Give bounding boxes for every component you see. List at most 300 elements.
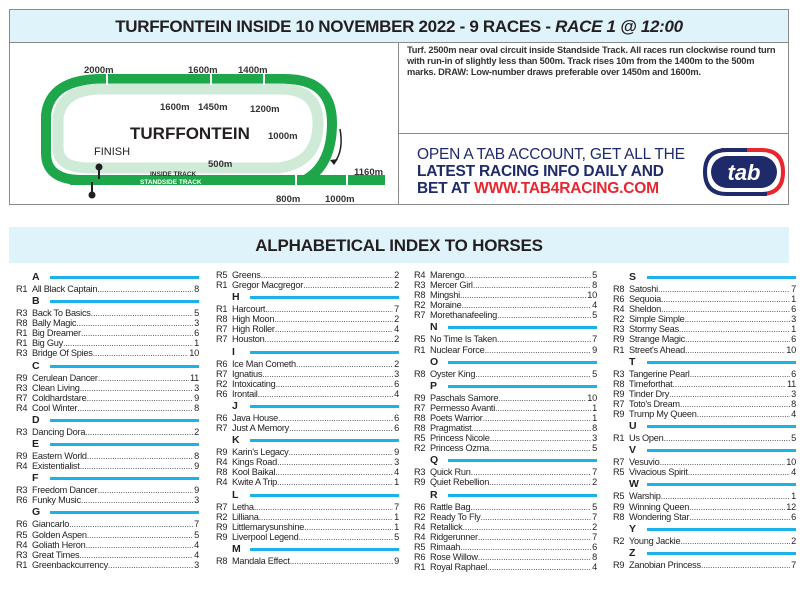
race-number: R9 xyxy=(216,447,228,458)
horse-name: Golden Aspen xyxy=(32,529,87,540)
horse-name: No Time Is Taken xyxy=(430,334,497,345)
leader-dots xyxy=(93,348,189,358)
horse-number: 5 xyxy=(394,531,399,542)
horse-name: Eastern World xyxy=(32,451,87,462)
horse-name: Gregor Macgregor xyxy=(232,280,304,291)
race-number: R5 xyxy=(414,541,426,552)
horse-number: 9 xyxy=(194,461,199,472)
horse-entry xyxy=(16,308,199,318)
horse-number: 4 xyxy=(394,467,399,478)
svg-text:1000m: 1000m xyxy=(268,131,298,142)
horse-name: Street's Ahead xyxy=(629,344,685,355)
leader-dots xyxy=(475,369,591,379)
horse-entry xyxy=(613,334,796,344)
horse-number: 7 xyxy=(791,284,796,294)
horse-entry xyxy=(414,562,597,572)
letter-heading xyxy=(16,472,199,485)
race-number: R1 xyxy=(216,280,228,291)
race-number: R1 xyxy=(613,344,625,355)
marker-2000m: 2000m xyxy=(84,65,114,76)
horse-number: 8 xyxy=(791,398,796,409)
horse-name: Big Guy xyxy=(32,338,63,349)
letter-label: P xyxy=(430,379,438,392)
horse-entry xyxy=(216,512,399,522)
letter-divider xyxy=(250,494,399,497)
leader-dots xyxy=(661,491,791,501)
horse-number: 1 xyxy=(791,324,796,335)
horse-entry xyxy=(613,433,796,443)
horse-number: 4 xyxy=(791,409,796,420)
horse-entry xyxy=(414,532,597,542)
letter-heading xyxy=(414,356,597,369)
horse-entry xyxy=(216,359,399,369)
letter-label: Y xyxy=(629,522,637,535)
index-column-1 xyxy=(16,270,199,570)
horse-number: 2 xyxy=(394,314,399,325)
horse-name: Sequoia xyxy=(629,294,661,305)
letter-heading xyxy=(216,400,399,413)
race-number: R5 xyxy=(414,334,426,345)
index-title: ALPHABETICAL INDEX TO HORSES xyxy=(9,227,789,263)
leader-dots xyxy=(688,467,790,477)
horse-number: 2 xyxy=(592,521,597,532)
horse-entry xyxy=(613,512,796,522)
leader-dots xyxy=(265,304,393,314)
leader-dots xyxy=(471,467,591,477)
horse-name: Royal Raphael xyxy=(430,562,488,573)
leader-dots xyxy=(290,556,394,566)
horse-number: 6 xyxy=(394,378,399,389)
horse-name: Paschals Samore xyxy=(430,392,499,403)
leader-dots xyxy=(79,550,193,560)
horse-entry xyxy=(216,457,399,467)
ad-line-2: LATEST RACING INFO DAILY AND xyxy=(417,163,664,180)
leader-dots xyxy=(462,522,591,532)
horse-name: Vivacious Spirit xyxy=(629,467,688,478)
letter-label: B xyxy=(32,295,40,308)
race-number: R5 xyxy=(613,491,625,502)
horse-name: Ignatius xyxy=(232,368,263,379)
leader-dots xyxy=(460,542,591,552)
letter-divider xyxy=(647,361,796,364)
horse-entry xyxy=(216,314,399,324)
horse-entry xyxy=(613,399,796,409)
horse-name: Intoxicating xyxy=(232,378,276,389)
letter-label: Q xyxy=(430,454,439,467)
leader-dots xyxy=(680,399,790,409)
race-number: R2 xyxy=(216,378,228,389)
horse-entry xyxy=(16,373,199,383)
race-number: R8 xyxy=(16,318,28,329)
horse-entry xyxy=(414,334,597,344)
letter-label: O xyxy=(430,355,439,368)
leader-dots xyxy=(97,485,193,495)
horse-number: 11 xyxy=(189,372,199,383)
horse-entry xyxy=(414,290,597,300)
leader-dots xyxy=(278,413,393,423)
horse-entry xyxy=(613,536,796,546)
horse-entry xyxy=(613,502,796,512)
horse-name: Toto's Dream xyxy=(629,398,680,409)
horse-number: 3 xyxy=(194,495,199,506)
letter-heading xyxy=(414,489,597,502)
horse-number: 3 xyxy=(194,559,199,570)
horse-number: 8 xyxy=(194,284,199,294)
horse-number: 2 xyxy=(394,280,399,291)
horse-number: 1 xyxy=(194,338,199,349)
leader-dots xyxy=(497,310,591,320)
index-column-3 xyxy=(414,270,597,572)
race-number: R3 xyxy=(16,549,28,560)
horse-entry xyxy=(216,379,399,389)
horse-entry xyxy=(613,284,796,294)
horse-name: Dancing Dora xyxy=(32,426,86,437)
leader-dots xyxy=(259,512,394,522)
horse-name: Quick Run xyxy=(430,467,471,478)
svg-text:500m: 500m xyxy=(208,159,233,170)
track-map xyxy=(10,43,398,205)
letter-divider xyxy=(647,449,796,452)
horse-name: Coldhardstare xyxy=(32,392,87,403)
race-number: R9 xyxy=(216,531,228,542)
leader-dots xyxy=(275,324,393,334)
race-number: R9 xyxy=(613,501,625,512)
horse-name: Irontail xyxy=(232,388,258,399)
horse-number: 10 xyxy=(587,392,597,403)
horse-number: 5 xyxy=(592,270,597,280)
race-number: R7 xyxy=(414,310,426,321)
horse-number: 1 xyxy=(394,477,399,488)
title-race: RACE 1 @ 12:00 xyxy=(555,17,683,36)
leader-dots xyxy=(86,393,193,403)
tab-advert[interactable] xyxy=(399,133,789,205)
race-number: R4 xyxy=(613,304,625,315)
letter-heading xyxy=(613,547,796,560)
leader-dots xyxy=(672,379,786,389)
horse-name: Pragmatist xyxy=(430,423,472,434)
race-number: R5 xyxy=(613,467,625,478)
horse-entry xyxy=(613,467,796,477)
horse-entry xyxy=(16,485,199,495)
race-number: R5 xyxy=(216,270,228,280)
horse-number: 9 xyxy=(194,485,199,496)
horse-name: High Roller xyxy=(232,324,275,335)
leader-dots xyxy=(85,540,193,550)
race-number: R7 xyxy=(613,457,625,468)
leader-dots xyxy=(261,270,393,280)
horse-entry xyxy=(16,403,199,413)
horse-entry xyxy=(613,324,796,334)
horse-entry xyxy=(16,495,199,505)
horse-number: 7 xyxy=(592,511,597,522)
letter-label: H xyxy=(232,291,240,304)
race-number: R3 xyxy=(16,426,28,437)
letter-heading xyxy=(414,454,597,467)
letter-heading xyxy=(613,420,796,433)
page-title xyxy=(10,10,788,43)
horse-entry xyxy=(16,461,199,471)
horse-name: Littlemarysunshine xyxy=(232,521,305,532)
letter-divider xyxy=(50,477,199,480)
leader-dots xyxy=(461,300,591,310)
horse-name: Freedom Dancer xyxy=(32,485,98,496)
horse-name: Funky Music xyxy=(32,495,81,506)
horse-name: Oyster King xyxy=(430,368,476,379)
horse-name: Moraine xyxy=(430,300,462,311)
leader-dots xyxy=(296,359,393,369)
race-number: R6 xyxy=(414,501,426,512)
horse-number: 5 xyxy=(194,529,199,540)
leader-dots xyxy=(685,345,785,355)
letter-label: I xyxy=(232,345,235,358)
horse-entry xyxy=(16,451,199,461)
horse-number: 1 xyxy=(592,402,597,413)
svg-text:TURFFONTEIN: TURFFONTEIN xyxy=(130,124,250,143)
horse-name: Liverpool Legend xyxy=(232,531,299,542)
svg-text:FINISH: FINISH xyxy=(94,146,131,158)
letter-label: C xyxy=(32,359,40,372)
horse-number: 1 xyxy=(592,412,597,423)
horse-name: Tangerine Pearl xyxy=(629,368,690,379)
horse-entry xyxy=(414,512,597,522)
leader-dots xyxy=(661,304,790,314)
horse-name: Goliath Heron xyxy=(32,539,86,550)
race-number: R3 xyxy=(16,485,28,496)
letter-heading xyxy=(613,478,796,491)
horse-number: 6 xyxy=(394,423,399,434)
race-number: R2 xyxy=(414,300,426,311)
horse-number: 6 xyxy=(592,541,597,552)
horse-name: Vesuvio xyxy=(629,457,660,468)
leader-dots xyxy=(679,324,790,334)
race-number: R8 xyxy=(414,423,426,434)
horse-name: Greenbackcurrency xyxy=(32,559,108,570)
race-number: R1 xyxy=(16,338,28,349)
svg-text:1400m: 1400m xyxy=(238,65,268,76)
leader-dots xyxy=(289,423,393,433)
horse-entry xyxy=(414,423,597,433)
letter-divider xyxy=(647,425,796,428)
horse-name: High Moon xyxy=(232,314,275,325)
leader-dots xyxy=(484,345,591,355)
letter-heading xyxy=(216,489,399,502)
leader-dots xyxy=(277,457,393,467)
leader-dots xyxy=(80,461,194,471)
letter-label: R xyxy=(430,488,438,501)
horse-entry xyxy=(613,560,796,570)
race-number: R9 xyxy=(414,477,426,488)
leader-dots xyxy=(87,530,193,540)
race-number: R9 xyxy=(613,388,625,399)
horse-number: 6 xyxy=(194,328,199,339)
horse-number: 1 xyxy=(791,491,796,502)
leader-dots xyxy=(254,502,393,512)
horse-number: 7 xyxy=(791,559,796,570)
race-number: R8 xyxy=(216,555,228,566)
letter-label: U xyxy=(629,420,637,433)
horse-name: Tinder Dry xyxy=(629,388,670,399)
race-number: R2 xyxy=(613,314,625,325)
horse-number: 5 xyxy=(592,310,597,321)
horse-number: 6 xyxy=(791,511,796,522)
horse-entry xyxy=(613,457,796,467)
horse-name: Young Jackie xyxy=(629,535,681,546)
horse-entry xyxy=(414,345,597,355)
leader-dots xyxy=(697,409,790,419)
race-number: R7 xyxy=(414,402,426,413)
horse-entry xyxy=(216,280,399,290)
svg-text:1000m: 1000m xyxy=(325,194,355,205)
horse-number: 3 xyxy=(791,388,796,399)
horse-name: Us Open xyxy=(629,433,664,444)
horse-number: 10 xyxy=(786,344,796,355)
race-number: R8 xyxy=(613,511,625,522)
horse-number: 7 xyxy=(592,334,597,345)
letter-heading xyxy=(16,271,199,284)
race-number: R6 xyxy=(16,495,28,506)
horse-entry xyxy=(613,294,796,304)
race-number: R8 xyxy=(216,314,228,325)
letter-heading xyxy=(414,380,597,393)
ad-url-link[interactable]: WWW.TAB4RACING.COM xyxy=(474,180,659,197)
horse-number: 4 xyxy=(791,467,796,478)
leader-dots xyxy=(483,413,592,423)
leader-dots xyxy=(478,532,591,542)
svg-text:INSIDE TRACK: INSIDE TRACK xyxy=(150,171,197,178)
horse-entry xyxy=(216,369,399,379)
horse-entry xyxy=(613,369,796,379)
leader-dots xyxy=(81,328,193,338)
ad-text xyxy=(417,146,685,197)
race-number: R5 xyxy=(414,433,426,444)
horse-entry xyxy=(216,467,399,477)
letter-label: L xyxy=(232,488,239,501)
horse-name: Mercer Girl xyxy=(430,280,473,291)
horse-name: Rimaah xyxy=(430,541,461,552)
letter-label: F xyxy=(32,472,39,485)
leader-dots xyxy=(669,389,790,399)
horse-name: Mingshi xyxy=(430,290,460,301)
horse-entry xyxy=(613,379,796,389)
horse-number: 5 xyxy=(592,368,597,379)
horse-number: 5 xyxy=(592,501,597,512)
horse-number: 4 xyxy=(592,300,597,311)
race-number: R3 xyxy=(414,467,426,478)
leader-dots xyxy=(288,447,393,457)
race-number: R6 xyxy=(613,294,625,305)
horse-entry xyxy=(414,542,597,552)
horse-name: Cool Winter xyxy=(32,402,78,413)
horse-name: Timeforthat xyxy=(629,378,673,389)
race-number: R8 xyxy=(414,290,426,301)
horse-name: Greens xyxy=(232,270,261,280)
horse-name: Letha xyxy=(232,501,254,512)
horse-entry xyxy=(216,334,399,344)
race-number: R7 xyxy=(216,324,228,335)
letter-divider xyxy=(647,528,796,531)
horse-number: 6 xyxy=(791,334,796,345)
letter-heading xyxy=(613,523,796,536)
race-number: R3 xyxy=(16,308,28,319)
horse-name: Ice Man Cometh xyxy=(232,358,296,369)
leader-dots xyxy=(664,433,791,443)
horse-entry xyxy=(216,477,399,487)
horse-entry xyxy=(216,413,399,423)
horse-entry xyxy=(414,522,597,532)
race-number: R9 xyxy=(414,392,426,403)
horse-name: Rattle Bag xyxy=(430,501,471,512)
horse-entry xyxy=(16,328,199,338)
race-number: R9 xyxy=(16,451,28,462)
horse-entry xyxy=(216,304,399,314)
race-number: R8 xyxy=(414,412,426,423)
leader-dots xyxy=(495,403,591,413)
letter-label: J xyxy=(232,399,238,412)
horse-name: Cerulean Dancer xyxy=(32,372,98,383)
horse-entry xyxy=(216,389,399,399)
leader-dots xyxy=(689,502,785,512)
race-number: R6 xyxy=(16,519,28,530)
horse-entry xyxy=(414,552,597,562)
horse-entry xyxy=(16,560,199,570)
letter-divider xyxy=(250,439,399,442)
leader-dots xyxy=(97,284,193,294)
race-number: R7 xyxy=(216,501,228,512)
horse-number: 1 xyxy=(394,511,399,522)
letter-label: N xyxy=(430,321,438,334)
horse-entry xyxy=(414,502,597,512)
horse-number: 8 xyxy=(592,280,597,291)
race-number: R7 xyxy=(613,398,625,409)
horse-number: 9 xyxy=(592,344,597,355)
letter-divider xyxy=(50,365,199,368)
letter-heading xyxy=(216,434,399,447)
leader-dots xyxy=(77,403,193,413)
horse-number: 12 xyxy=(786,501,796,512)
race-number: R1 xyxy=(414,562,426,573)
horse-name: Karin's Legacy xyxy=(232,447,289,458)
leader-dots xyxy=(478,552,591,562)
leader-dots xyxy=(685,334,790,344)
race-number: R7 xyxy=(16,392,28,403)
horse-number: 5 xyxy=(194,308,199,319)
letter-divider xyxy=(50,276,199,279)
letter-heading xyxy=(216,291,399,304)
horse-name: Ready To Fly xyxy=(430,511,481,522)
leader-dots xyxy=(684,314,790,324)
horse-name: Nuclear Force xyxy=(430,344,485,355)
race-number: R1 xyxy=(16,284,28,294)
svg-text:800m: 800m xyxy=(276,194,301,205)
horse-entry xyxy=(414,300,597,310)
race-number: R1 xyxy=(613,433,625,444)
leader-dots xyxy=(689,512,790,522)
letter-heading xyxy=(16,414,199,427)
race-number: R3 xyxy=(613,368,625,379)
horse-name: Kool Baikal xyxy=(232,467,276,478)
letter-heading xyxy=(613,356,796,369)
horse-name: Kwite A Trip xyxy=(232,477,277,488)
letter-heading xyxy=(414,321,597,334)
ad-line-1: OPEN A TAB ACCOUNT, GET ALL THE xyxy=(417,146,685,163)
svg-text:1600m: 1600m xyxy=(160,102,190,113)
horse-name: Marengo xyxy=(430,270,465,280)
horse-name: Satoshi xyxy=(629,284,658,294)
race-number: R6 xyxy=(414,551,426,562)
svg-text:1200m: 1200m xyxy=(250,104,280,115)
horse-entry xyxy=(16,530,199,540)
race-number: R1 xyxy=(216,304,228,315)
